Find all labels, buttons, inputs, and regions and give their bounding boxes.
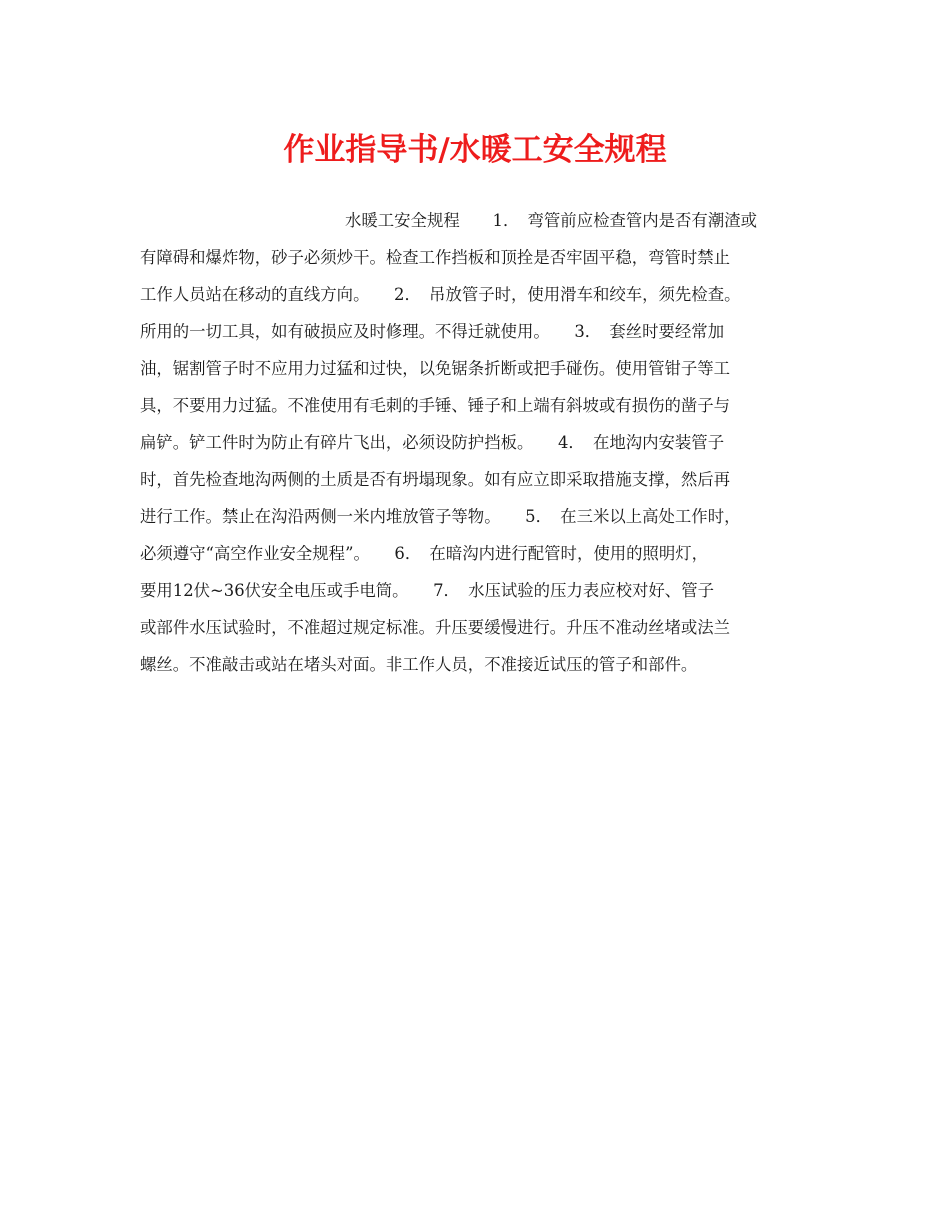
body-line: 或部件水压试验时，不准超过规定标准。升压要缓慢进行。升压不准动丝堵或法兰 (140, 618, 731, 637)
body-line: 所用的一切工具，如有破损应及时修理。不得迁就使用。 3． 套丝时要经常加 (140, 322, 725, 341)
body-line: 有障碍和爆炸物，砂子必须炒干。检查工作挡板和顶拴是否牢固平稳，弯管时禁止 (140, 248, 731, 267)
body-line: 进行工作。禁止在沟沿两侧一米内堆放管子等物。 5． 在三米以上高处工作时， (140, 507, 741, 526)
document-body (140, 202, 830, 683)
body-line: 油，锯割管子时不应用力过猛和过快，以免锯条折断或把手碰伤。使用管钳子等工 (140, 359, 731, 378)
body-line: 时，首先检查地沟两侧的土质是否有坍塌现象。如有应立即采取措施支撑，然后再 (140, 470, 731, 489)
document-title: 作业指导书/水暖工安全规程 (283, 132, 667, 168)
body-line: 扁铲。铲工件时为防止有碎片飞出，必须设防护挡板。 4． 在地沟内安装管子 (140, 433, 725, 452)
body-line: 水暖工安全规程 1． 弯管前应检查管内是否有潮渣或 (345, 211, 757, 230)
body-line: 要用12伏~36伏安全电压或手电筒。 7． 水压试验的压力表应校对好、管子 (140, 581, 714, 600)
body-line: 必须遵守“高空作业安全规程”。 6． 在暗沟内进行配管时，使用的照明灯， (140, 544, 709, 563)
body-line: 工作人员站在移动的直线方向。 2． 吊放管子时，使用滑车和绞车，须先检查。 (140, 285, 741, 304)
body-line: 具，不要用力过猛。不准使用有毛刺的手锤、锤子和上端有斜坡或有损伤的凿子与 (140, 396, 731, 415)
body-line: 螺丝。不准敲击或站在堵头对面。非工作人员，不准接近试压的管子和部件。 (140, 655, 698, 674)
